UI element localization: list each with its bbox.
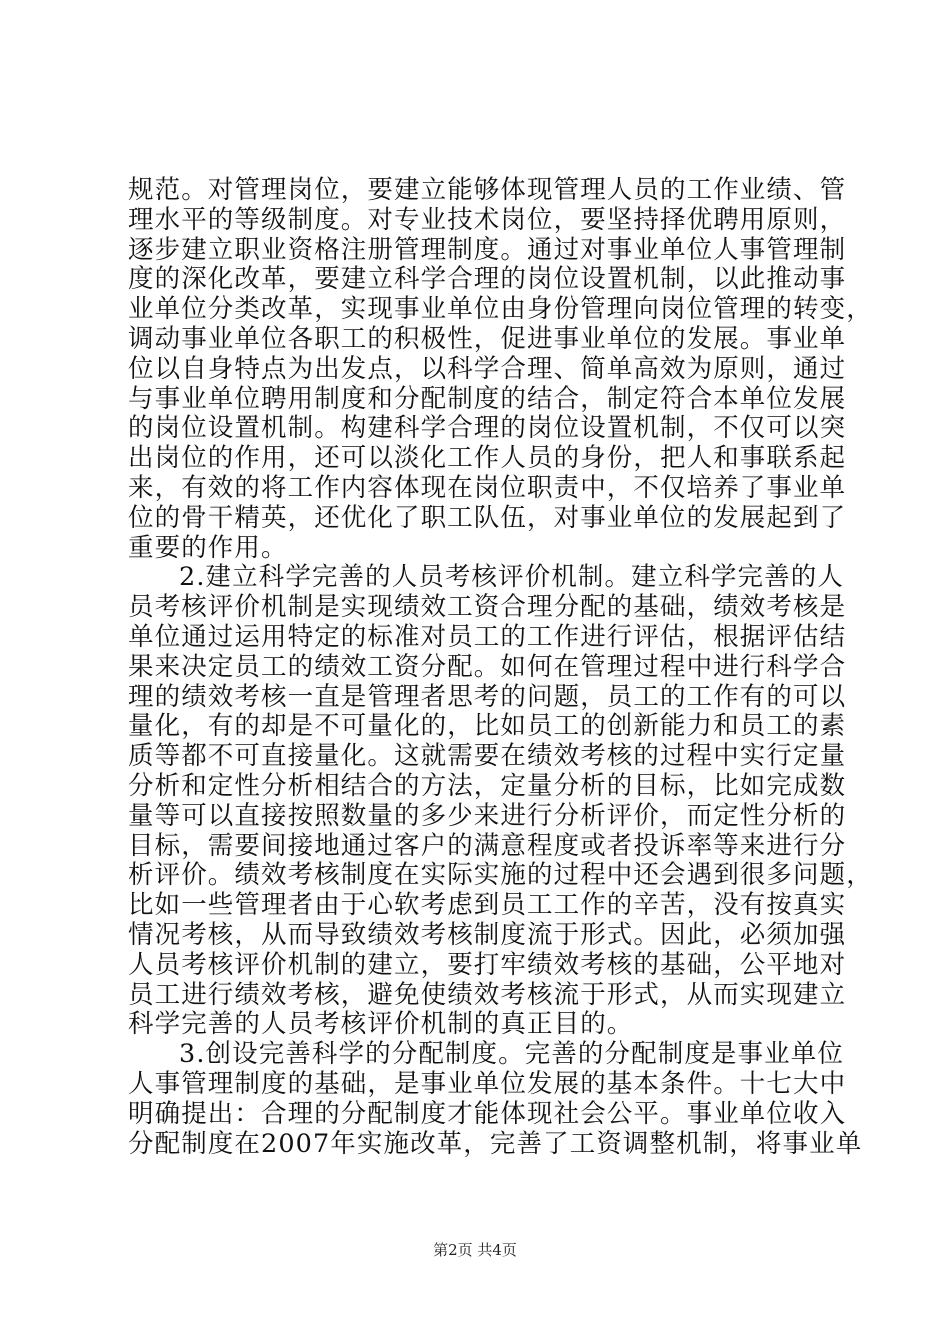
text-line: 情况考核，从而导致绩效考核制度流于形式。因此，必须加强 [128, 919, 847, 950]
text-line: 逐步建立职业资格注册管理制度。通过对事业单位人事管理制 [128, 234, 847, 265]
text-line: 量等可以直接按照数量的多少来进行分析评价，而定性分析的 [128, 800, 847, 831]
text-line: 的岗位设置机制。构建科学合理的岗位设置机制，不仅可以突 [128, 413, 847, 444]
text-line: 出岗位的作用，还可以淡化工作人员的身份，把人和事联系起 [128, 443, 847, 474]
text-line: 度的深化改革，要建立科学合理的岗位设置机制，以此推动事 [128, 264, 847, 295]
text-line: 理水平的等级制度。对专业技术岗位，要坚持择优聘用原则， [128, 204, 847, 235]
text-line: 科学完善的人员考核评价机制的真正目的。 [128, 1009, 634, 1040]
text-line: 员考核评价机制是实现绩效工资合理分配的基础，绩效考核是 [128, 592, 847, 623]
text-line: 人事管理制度的基础，是事业单位发展的基本条件。十七大中 [128, 1068, 847, 1099]
text-line: 位以自身特点为出发点，以科学合理、简单高效为原则，通过 [128, 353, 847, 384]
text-line: 果来决定员工的绩效工资分配。如何在管理过程中进行科学合 [128, 651, 847, 682]
text-line: 分析和定性分析相结合的方法，定量分析的目标，比如完成数 [128, 770, 847, 801]
page-number-footer: 第2页 共4页 [433, 1241, 517, 1259]
text-line: 目标，需要间接地通过客户的满意程度或者投诉率等来进行分 [128, 830, 847, 861]
text-line: 业单位分类改革，实现事业单位由身份管理向岗位管理的转变， [128, 294, 873, 325]
text-line: 明确提出：合理的分配制度才能体现社会公平。事业单位收入 [128, 1098, 847, 1129]
paragraph-heading-line: 2.建立科学完善的人员考核评价机制。建立科学完善的人 [179, 562, 844, 593]
text-line: 理的绩效考核一直是管理者思考的问题，员工的工作有的可以 [128, 681, 847, 712]
text-line: 重要的作用。 [128, 532, 288, 563]
text-line: 质等都不可直接量化。这就需要在绩效考核的过程中实行定量 [128, 741, 847, 772]
text-line: 规范。对管理岗位，要建立能够体现管理人员的工作业绩、管 [128, 175, 847, 205]
text-line: 量化，有的却是不可量化的，比如员工的创新能力和员工的素 [128, 711, 847, 742]
document-body [128, 175, 873, 1159]
text-line: 员工进行绩效考核，避免使绩效考核流于形式，从而实现建立 [128, 979, 847, 1010]
text-line: 单位通过运用特定的标准对员工的工作进行评估，根据评估结 [128, 621, 847, 652]
text-line: 来，有效的将工作内容体现在岗位职责中，不仅培养了事业单 [128, 472, 847, 503]
text-line: 分配制度在2007年实施改革，完善了工资调整机制，将事业单 [128, 1128, 863, 1159]
text-line: 比如一些管理者由于心软考虑到员工工作的辛苦，没有按真实 [128, 890, 847, 921]
text-line: 析评价。绩效考核制度在实际实施的过程中还会遇到很多问题， [128, 860, 873, 891]
text-line: 位的骨干精英，还优化了职工队伍，对事业单位的发展起到了 [128, 502, 847, 533]
text-line: 与事业单位聘用制度和分配制度的结合，制定符合本单位发展 [128, 383, 847, 414]
text-line: 调动事业单位各职工的积极性，促进事业单位的发展。事业单 [128, 323, 847, 354]
text-line: 人员考核评价机制的建立，要打牢绩效考核的基础，公平地对 [128, 949, 847, 980]
paragraph-heading-line: 3.创设完善科学的分配制度。完善的分配制度是事业单位 [179, 1039, 844, 1070]
